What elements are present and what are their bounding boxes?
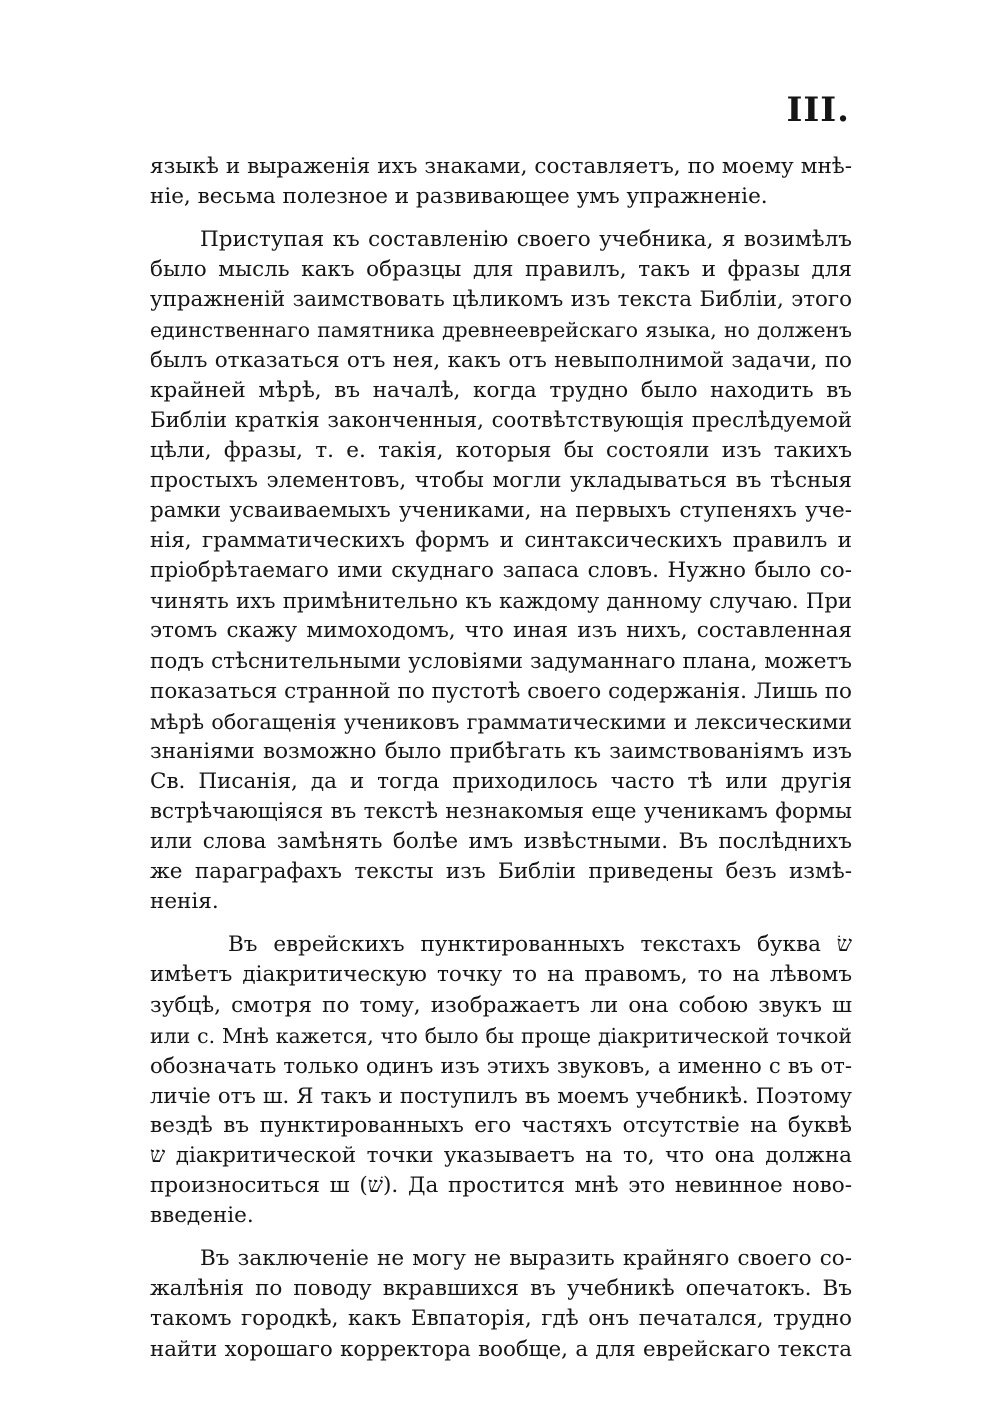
paragraph-1 <box>150 152 852 212</box>
text-line: или с. Мнѣ кажется, что было бы проще діакритической точкой <box>150 1023 852 1048</box>
text-line: подъ стѣснительными условіями задуманнаго плана, можетъ <box>150 648 852 674</box>
text-line: простыхъ элементовъ, чтобы могли укладываться въ тѣсныя <box>150 467 852 493</box>
text-line: встрѣчающіяся въ текстѣ незнакомыя еще ученикамъ формы <box>150 798 852 824</box>
text-line: зубцѣ, смотря по тому, изображаетъ ли она собою звукъ ш <box>150 992 852 1018</box>
text-line: обозначать только одинъ изъ этихъ звуковъ, а именно с въ от- <box>150 1052 852 1078</box>
text-line: Св. Писанія, да и тогда приходилось часто тѣ или другія <box>150 768 852 794</box>
text-line: былъ отказаться отъ нея, какъ отъ невыполнимой задачи, по <box>150 347 852 373</box>
text-line: Приступая къ составленію своего учебника, я возимѣлъ <box>200 227 852 253</box>
text-line: Въ заключеніе не могу не выразить крайняго своего со- <box>200 1246 852 1272</box>
text-line: ש діакритической точки указываетъ на то, что она должна <box>150 1143 852 1168</box>
text-line: найти хорошаго корректора вообще, а для еврейскаго текста <box>150 1336 852 1362</box>
text-line: пріобрѣтаемаго ими скуднаго запаса словъ. Нужно было со- <box>150 558 852 584</box>
body-text <box>150 152 852 1365</box>
text-line: этомъ скажу мимоходомъ, что иная изъ нихъ, составленная <box>150 618 852 644</box>
text-line: же параграфахъ тексты изъ Библіи приведены безъ измѣ- <box>150 859 852 885</box>
text-line: рамки усваиваемыхъ учениками, на первыхъ ступеняхъ уче- <box>150 498 852 524</box>
text-line: единственнаго памятника древнееврейскаго языка, но долженъ <box>150 318 852 343</box>
text-line: личіе отъ ш. Я такъ и поступилъ въ моемъ учебникѣ. Поэтому <box>150 1082 852 1108</box>
paragraph-2 <box>150 225 852 917</box>
text-line: жалѣнія по поводу вкравшихся въ учебникѣ опечатокъ. Въ <box>150 1276 852 1302</box>
text-line: такомъ городкѣ, какъ Евпаторія, гдѣ онъ печатался, трудно <box>150 1306 852 1332</box>
text-line: языкѣ и выраженія ихъ знаками, составляетъ, по моему мнѣ- <box>150 154 852 179</box>
text-line: имѣетъ діакритическую точку то на правомъ, то на лѣвомъ <box>150 962 852 988</box>
text-line: ніе, весьма полезное и развивающее умъ упражненіе. <box>150 184 768 210</box>
text-line: мѣрѣ обогащенія учениковъ грамматическими и лексическими <box>150 709 852 734</box>
text-line: произноситься ш (שׁ). Да простится мнѣ это невинное ново- <box>150 1173 852 1199</box>
page-number: III. <box>786 90 850 130</box>
paragraph-3 <box>150 930 852 1231</box>
text-line: нія, грамматическихъ формъ и синтаксическихъ правилъ и <box>150 528 852 554</box>
text-line: цѣли, фразы, т. е. такія, которыя бы состояли изъ такихъ <box>150 437 852 463</box>
text-line: введеніе. <box>150 1203 254 1229</box>
paragraph-4 <box>150 1244 852 1364</box>
text-line: чинять ихъ примѣнительно къ каждому данному случаю. При <box>150 588 852 614</box>
text-line: было мысль какъ образцы для правилъ, такъ и фразы для <box>150 257 852 283</box>
text-line: крайней мѣрѣ, въ началѣ, когда трудно было находить въ <box>150 377 852 403</box>
text-line: упражненій заимствовать цѣликомъ изъ текста Библіи, этого <box>150 287 852 313</box>
text-line: вездѣ въ пунктированныхъ его частяхъ отсутствіе на буквѣ <box>150 1112 852 1138</box>
text-line: или слова замѣнять болѣе имъ извѣстными. Въ послѣднихъ <box>150 829 852 855</box>
text-line: ненія. <box>150 889 219 915</box>
text-line: знаніями возможно было прибѣгать къ заимствованіямъ изъ <box>150 738 852 764</box>
text-line: показаться странной по пустотѣ своего содержанія. Лишь по <box>150 678 852 704</box>
text-line: Библіи краткія законченныя, соотвѣтствующія преслѣдуемой <box>150 407 852 433</box>
text-line: Въ еврейскихъ пунктированныхъ текстахъ буква שׂ <box>228 932 852 958</box>
